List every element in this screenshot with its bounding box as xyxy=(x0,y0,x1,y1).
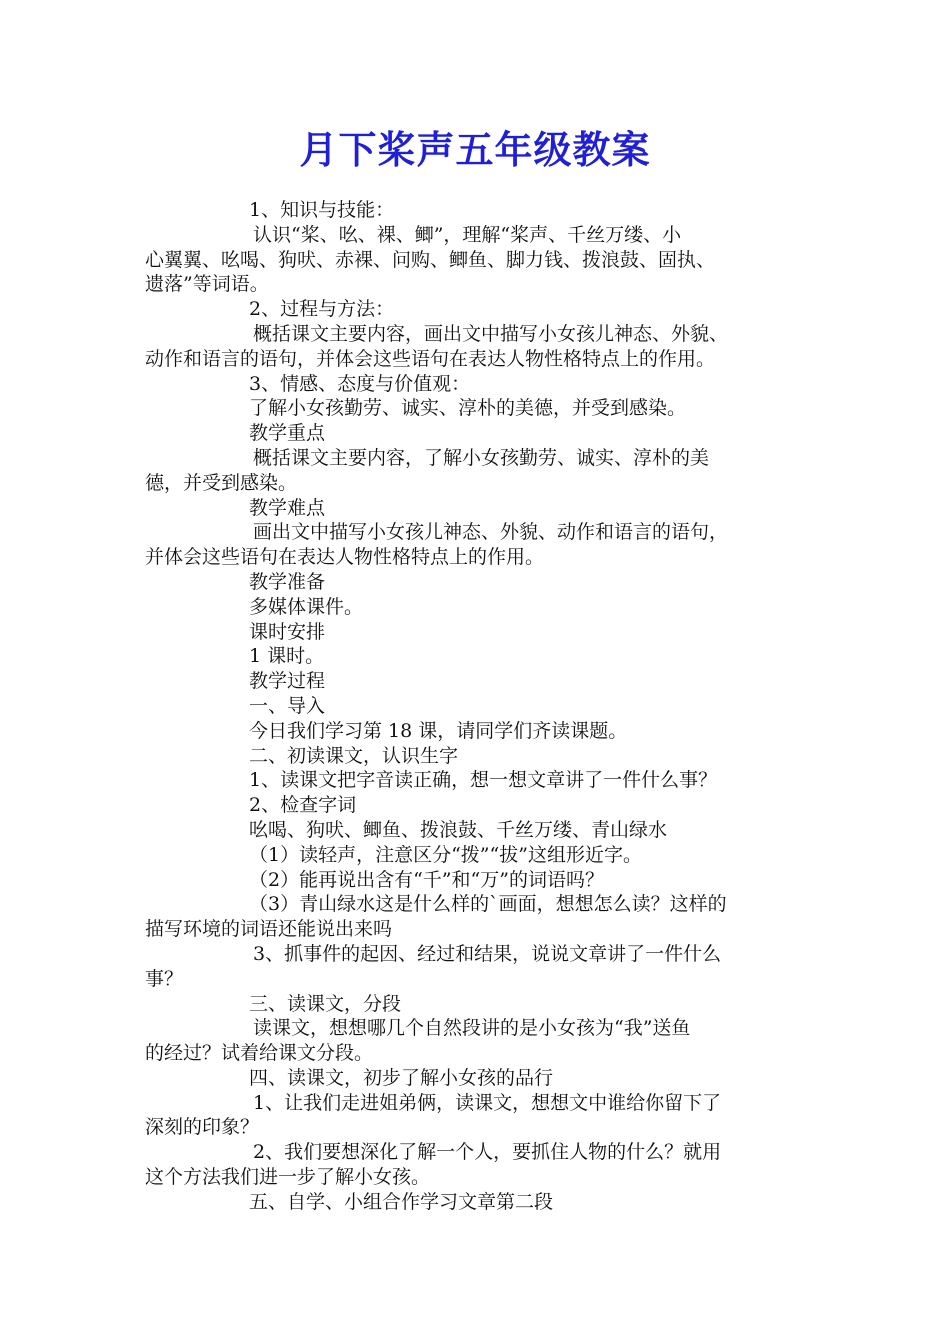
section-heading: 一、导入 xyxy=(249,694,326,717)
paragraph-line: 遗落”等词语。 xyxy=(145,273,269,296)
section-heading: 三、读课文，分段 xyxy=(249,992,402,1015)
paragraph-line: 读课文，想想哪几个自然段讲的是小女孩为“我”送鱼 xyxy=(253,1017,691,1040)
document-title: 月下桨声五年级教案 xyxy=(299,128,651,172)
paragraph-line: 概括课文主要内容，了解小女孩勤劳、诚实、淳朴的美 xyxy=(253,446,710,469)
paragraph-line: 2、我们要想深化了解一个人，要抓住人物的什么？就用 xyxy=(253,1141,722,1164)
paragraph-line: 的经过？试着给课文分段。 xyxy=(145,1042,374,1065)
section-heading: 教学过程 xyxy=(249,670,326,693)
paragraph-line: 心翼翼、吆喝、狗吠、赤裸、问购、鲫鱼、脚力钱、拨浪鼓、固执、 xyxy=(145,248,716,271)
paragraph-line: 1 课时。 xyxy=(249,645,325,668)
paragraph-line: 概括课文主要内容，画出文中描写小女孩儿神态、外貌、 xyxy=(253,322,729,345)
paragraph-line: 德，并受到感染。 xyxy=(145,471,298,494)
section-heading: 2、过程与方法： xyxy=(249,298,395,321)
section-heading: 教学重点 xyxy=(249,422,326,445)
paragraph-line: 认识“桨、吆、裸、鲫”，理解“桨声、千丝万缕、小 xyxy=(253,223,682,246)
section-heading: 五、自学、小组合作学习文章第二段 xyxy=(249,1190,554,1213)
paragraph-line: 深刻的印象？ xyxy=(145,1116,260,1139)
section-heading: 1、知识与技能： xyxy=(249,199,395,221)
paragraph-line: 动作和语言的语句，并体会这些语句在表达人物性格特点上的作用。 xyxy=(145,347,716,370)
section-heading: 教学准备 xyxy=(249,570,326,593)
paragraph-line: 1、让我们走进姐弟俩，读课文，想想文中谁给你留下了 xyxy=(253,1091,722,1114)
paragraph-line: 吆喝、狗吠、鲫鱼、拨浪鼓、千丝万缕、青山绿水 xyxy=(249,818,668,841)
section-heading: 四、读课文，初步了解小女孩的品行 xyxy=(249,1066,554,1089)
section-heading: 二、初读课文，认识生字 xyxy=(249,744,459,767)
section-heading: 教学难点 xyxy=(249,496,326,519)
document-body xyxy=(145,198,810,1215)
paragraph-line: 事？ xyxy=(145,967,184,990)
paragraph-line: 并体会这些语句在表达人物性格特点上的作用。 xyxy=(145,546,545,569)
paragraph-line: 1、读课文把字音读正确，想一想文章讲了一件什么事？ xyxy=(249,769,718,792)
paragraph-line: （3）青山绿水这是什么样的`画面，想想怎么读？这样的 xyxy=(249,893,727,916)
paragraph-line: 2、检查字词 xyxy=(249,794,357,817)
paragraph-line: 画出文中描写小女孩儿神态、外貌、动作和语言的语句， xyxy=(253,521,729,544)
section-heading: 3、情感、态度与价值观： xyxy=(249,372,471,395)
paragraph-line: 了解小女孩勤劳、诚实、淳朴的美德，并受到感染。 xyxy=(249,397,687,420)
paragraph-line: 描写环境的词语还能说出来吗 xyxy=(145,918,393,941)
paragraph-line: （1）读轻声，注意区分“拨”“拔”这组形近字。 xyxy=(249,843,642,866)
section-heading: 课时安排 xyxy=(249,620,326,643)
paragraph-line: 这个方法我们进一步了解小女孩。 xyxy=(145,1166,431,1189)
paragraph-line: 多媒体课件。 xyxy=(249,595,364,618)
paragraph-line: 3、抓事件的起因、经过和结果，说说文章讲了一件什么 xyxy=(253,942,722,965)
paragraph-line: （2）能再说出含有“千”和“万”的词语吗？ xyxy=(249,868,604,891)
paragraph-line: 今日我们学习第 18 课，请同学们齐读课题。 xyxy=(249,719,628,742)
